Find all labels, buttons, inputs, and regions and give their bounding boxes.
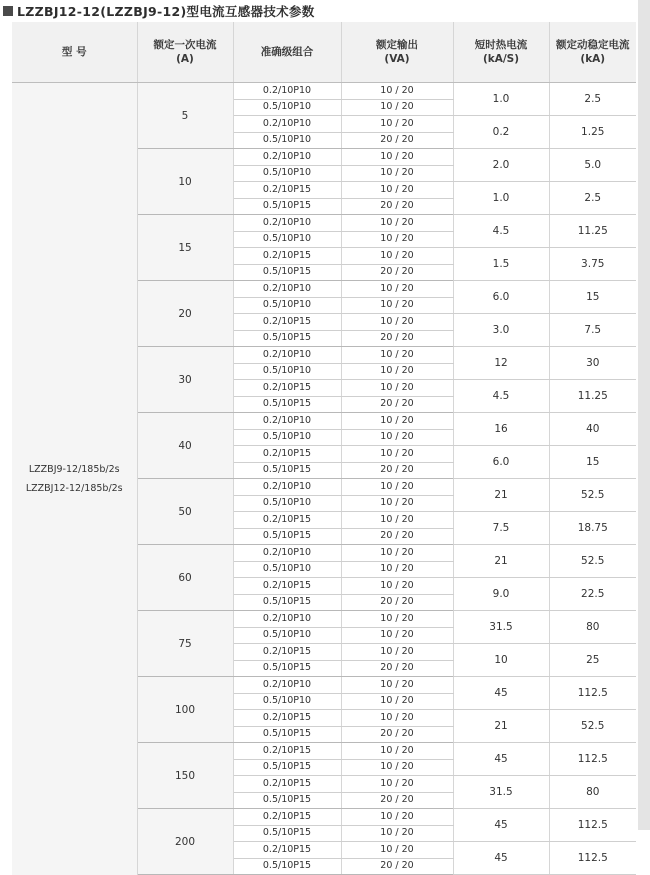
output-cell: 10 / 20 xyxy=(341,297,453,314)
dynamic-current-cell: 1.25 xyxy=(549,116,636,149)
header-model: 型 号 xyxy=(12,22,137,83)
dynamic-current-cell: 7.5 xyxy=(549,314,636,347)
thermal-current-cell: 45 xyxy=(453,743,549,776)
thermal-current-cell: 21 xyxy=(453,479,549,512)
accuracy-cell: 0.2/10P15 xyxy=(233,512,341,529)
accuracy-cell: 0.5/10P15 xyxy=(233,396,341,413)
dynamic-current-cell: 30 xyxy=(549,347,636,380)
output-cell: 10 / 20 xyxy=(341,545,453,562)
dynamic-current-cell: 112.5 xyxy=(549,743,636,776)
header-row xyxy=(12,22,636,83)
output-cell: 20 / 20 xyxy=(341,660,453,677)
output-cell: 20 / 20 xyxy=(341,528,453,545)
thermal-current-cell: 31.5 xyxy=(453,611,549,644)
dynamic-current-cell: 15 xyxy=(549,281,636,314)
accuracy-cell: 0.5/10P10 xyxy=(233,363,341,380)
output-cell: 10 / 20 xyxy=(341,83,453,100)
output-cell: 20 / 20 xyxy=(341,594,453,611)
output-cell: 10 / 20 xyxy=(341,281,453,298)
rated-current-cell: 50 xyxy=(137,479,233,545)
output-cell: 10 / 20 xyxy=(341,677,453,694)
thermal-current-cell: 21 xyxy=(453,545,549,578)
thermal-current-cell: 6.0 xyxy=(453,281,549,314)
dynamic-current-cell: 15 xyxy=(549,446,636,479)
dynamic-current-cell: 3.75 xyxy=(549,248,636,281)
accuracy-cell: 0.5/10P15 xyxy=(233,528,341,545)
dynamic-current-cell: 40 xyxy=(549,413,636,446)
rated-current-cell: 10 xyxy=(137,149,233,215)
dynamic-current-cell: 2.5 xyxy=(549,182,636,215)
thermal-current-cell: 31.5 xyxy=(453,776,549,809)
dynamic-current-cell: 11.25 xyxy=(549,380,636,413)
output-cell: 10 / 20 xyxy=(341,776,453,793)
accuracy-cell: 0.2/10P15 xyxy=(233,446,341,463)
accuracy-cell: 0.5/10P15 xyxy=(233,858,341,875)
page-edge-strip xyxy=(638,0,650,830)
dynamic-current-cell: 22.5 xyxy=(549,578,636,611)
thermal-current-cell: 4.5 xyxy=(453,380,549,413)
accuracy-cell: 0.5/10P15 xyxy=(233,264,341,281)
thermal-current-cell: 7.5 xyxy=(453,512,549,545)
accuracy-cell: 0.2/10P15 xyxy=(233,380,341,397)
accuracy-cell: 0.5/10P10 xyxy=(233,165,341,182)
output-cell: 10 / 20 xyxy=(341,644,453,661)
dynamic-current-cell: 5.0 xyxy=(549,149,636,182)
output-cell: 20 / 20 xyxy=(341,726,453,743)
accuracy-cell: 0.5/10P10 xyxy=(233,231,341,248)
thermal-current-cell: 45 xyxy=(453,677,549,710)
model-name-2: LZZBJ12-12/185b/2s xyxy=(25,482,123,494)
accuracy-cell: 0.2/10P15 xyxy=(233,248,341,265)
model-name-1: LZZBJ9-12/185b/2s xyxy=(28,463,120,475)
output-cell: 10 / 20 xyxy=(341,215,453,232)
output-cell: 20 / 20 xyxy=(341,264,453,281)
accuracy-cell: 0.5/10P10 xyxy=(233,693,341,710)
output-cell: 10 / 20 xyxy=(341,842,453,859)
output-cell: 10 / 20 xyxy=(341,759,453,776)
accuracy-cell: 0.5/10P15 xyxy=(233,726,341,743)
output-cell: 10 / 20 xyxy=(341,380,453,397)
thermal-current-cell: 21 xyxy=(453,710,549,743)
thermal-current-cell: 1.0 xyxy=(453,83,549,116)
rated-current-cell: 30 xyxy=(137,347,233,413)
accuracy-cell: 0.5/10P15 xyxy=(233,462,341,479)
output-cell: 10 / 20 xyxy=(341,809,453,826)
accuracy-cell: 0.5/10P10 xyxy=(233,297,341,314)
accuracy-cell: 0.2/10P15 xyxy=(233,842,341,859)
header-accuracy: 准确级组合 xyxy=(233,22,341,83)
accuracy-cell: 0.2/10P10 xyxy=(233,347,341,364)
accuracy-cell: 0.5/10P15 xyxy=(233,759,341,776)
output-cell: 10 / 20 xyxy=(341,743,453,760)
header-dynamic: 额定动稳定电流 (kA) xyxy=(549,22,636,83)
accuracy-cell: 0.5/10P15 xyxy=(233,825,341,842)
dynamic-current-cell: 52.5 xyxy=(549,545,636,578)
accuracy-cell: 0.2/10P15 xyxy=(233,578,341,595)
rated-current-cell: 15 xyxy=(137,215,233,281)
output-cell: 10 / 20 xyxy=(341,347,453,364)
accuracy-cell: 0.2/10P10 xyxy=(233,83,341,100)
accuracy-cell: 0.2/10P10 xyxy=(233,677,341,694)
accuracy-cell: 0.2/10P15 xyxy=(233,776,341,793)
rated-current-cell: 150 xyxy=(137,743,233,809)
accuracy-cell: 0.5/10P10 xyxy=(233,627,341,644)
thermal-current-cell: 1.0 xyxy=(453,182,549,215)
dynamic-current-cell: 18.75 xyxy=(549,512,636,545)
accuracy-cell: 0.2/10P15 xyxy=(233,809,341,826)
rated-current-cell: 200 xyxy=(137,809,233,875)
accuracy-cell: 0.2/10P15 xyxy=(233,314,341,331)
square-bullet-icon xyxy=(3,6,13,16)
output-cell: 10 / 20 xyxy=(341,561,453,578)
output-cell: 20 / 20 xyxy=(341,792,453,809)
header-thermal: 短时热电流 (kA/S) xyxy=(453,22,549,83)
accuracy-cell: 0.5/10P10 xyxy=(233,99,341,116)
output-cell: 10 / 20 xyxy=(341,495,453,512)
dynamic-current-cell: 2.5 xyxy=(549,83,636,116)
accuracy-cell: 0.2/10P10 xyxy=(233,149,341,166)
spec-table xyxy=(12,22,636,875)
table-body xyxy=(12,83,636,875)
table-row xyxy=(12,83,636,100)
accuracy-cell: 0.2/10P10 xyxy=(233,215,341,232)
accuracy-cell: 0.2/10P15 xyxy=(233,743,341,760)
output-cell: 20 / 20 xyxy=(341,132,453,149)
output-cell: 10 / 20 xyxy=(341,446,453,463)
output-cell: 10 / 20 xyxy=(341,429,453,446)
thermal-current-cell: 6.0 xyxy=(453,446,549,479)
thermal-current-cell: 0.2 xyxy=(453,116,549,149)
accuracy-cell: 0.2/10P10 xyxy=(233,545,341,562)
thermal-current-cell: 16 xyxy=(453,413,549,446)
accuracy-cell: 0.5/10P10 xyxy=(233,561,341,578)
output-cell: 10 / 20 xyxy=(341,182,453,199)
output-cell: 10 / 20 xyxy=(341,363,453,380)
spec-table-wrap xyxy=(12,22,636,875)
accuracy-cell: 0.2/10P15 xyxy=(233,710,341,727)
output-cell: 20 / 20 xyxy=(341,396,453,413)
rated-current-cell: 100 xyxy=(137,677,233,743)
accuracy-cell: 0.5/10P15 xyxy=(233,330,341,347)
output-cell: 10 / 20 xyxy=(341,479,453,496)
output-cell: 20 / 20 xyxy=(341,858,453,875)
output-cell: 10 / 20 xyxy=(341,710,453,727)
output-cell: 10 / 20 xyxy=(341,248,453,265)
output-cell: 10 / 20 xyxy=(341,825,453,842)
accuracy-cell: 0.5/10P10 xyxy=(233,132,341,149)
accuracy-cell: 0.5/10P15 xyxy=(233,594,341,611)
header-current: 额定一次电流 (A) xyxy=(137,22,233,83)
rated-current-cell: 40 xyxy=(137,413,233,479)
rated-current-cell: 75 xyxy=(137,611,233,677)
dynamic-current-cell: 25 xyxy=(549,644,636,677)
dynamic-current-cell: 112.5 xyxy=(549,842,636,875)
accuracy-cell: 0.5/10P15 xyxy=(233,792,341,809)
output-cell: 10 / 20 xyxy=(341,512,453,529)
dynamic-current-cell: 80 xyxy=(549,776,636,809)
model-cell xyxy=(12,83,137,875)
thermal-current-cell: 4.5 xyxy=(453,215,549,248)
thermal-current-cell: 2.0 xyxy=(453,149,549,182)
thermal-current-cell: 1.5 xyxy=(453,248,549,281)
dynamic-current-cell: 112.5 xyxy=(549,809,636,842)
rated-current-cell: 20 xyxy=(137,281,233,347)
dynamic-current-cell: 112.5 xyxy=(549,677,636,710)
output-cell: 10 / 20 xyxy=(341,627,453,644)
thermal-current-cell: 9.0 xyxy=(453,578,549,611)
accuracy-cell: 0.5/10P10 xyxy=(233,495,341,512)
output-cell: 20 / 20 xyxy=(341,462,453,479)
accuracy-cell: 0.2/10P10 xyxy=(233,479,341,496)
output-cell: 10 / 20 xyxy=(341,578,453,595)
accuracy-cell: 0.5/10P15 xyxy=(233,660,341,677)
output-cell: 10 / 20 xyxy=(341,314,453,331)
thermal-current-cell: 3.0 xyxy=(453,314,549,347)
accuracy-cell: 0.2/10P10 xyxy=(233,116,341,133)
output-cell: 10 / 20 xyxy=(341,413,453,430)
title-bar xyxy=(0,0,650,22)
output-cell: 20 / 20 xyxy=(341,198,453,215)
output-cell: 10 / 20 xyxy=(341,611,453,628)
output-cell: 10 / 20 xyxy=(341,99,453,116)
dynamic-current-cell: 52.5 xyxy=(549,479,636,512)
dynamic-current-cell: 52.5 xyxy=(549,710,636,743)
output-cell: 10 / 20 xyxy=(341,231,453,248)
page-title: LZZBJ12-12(LZZBJ9-12)型电流互感器技术参数 xyxy=(17,4,315,19)
output-cell: 10 / 20 xyxy=(341,165,453,182)
accuracy-cell: 0.2/10P15 xyxy=(233,644,341,661)
output-cell: 10 / 20 xyxy=(341,693,453,710)
accuracy-cell: 0.2/10P10 xyxy=(233,281,341,298)
thermal-current-cell: 10 xyxy=(453,644,549,677)
dynamic-current-cell: 11.25 xyxy=(549,215,636,248)
header-output: 额定输出 (VA) xyxy=(341,22,453,83)
thermal-current-cell: 12 xyxy=(453,347,549,380)
accuracy-cell: 0.2/10P10 xyxy=(233,413,341,430)
thermal-current-cell: 45 xyxy=(453,842,549,875)
accuracy-cell: 0.2/10P15 xyxy=(233,182,341,199)
rated-current-cell: 60 xyxy=(137,545,233,611)
thermal-current-cell: 45 xyxy=(453,809,549,842)
dynamic-current-cell: 80 xyxy=(549,611,636,644)
accuracy-cell: 0.2/10P10 xyxy=(233,611,341,628)
output-cell: 20 / 20 xyxy=(341,330,453,347)
output-cell: 10 / 20 xyxy=(341,116,453,133)
accuracy-cell: 0.5/10P15 xyxy=(233,198,341,215)
rated-current-cell: 5 xyxy=(137,83,233,149)
accuracy-cell: 0.5/10P10 xyxy=(233,429,341,446)
output-cell: 10 / 20 xyxy=(341,149,453,166)
